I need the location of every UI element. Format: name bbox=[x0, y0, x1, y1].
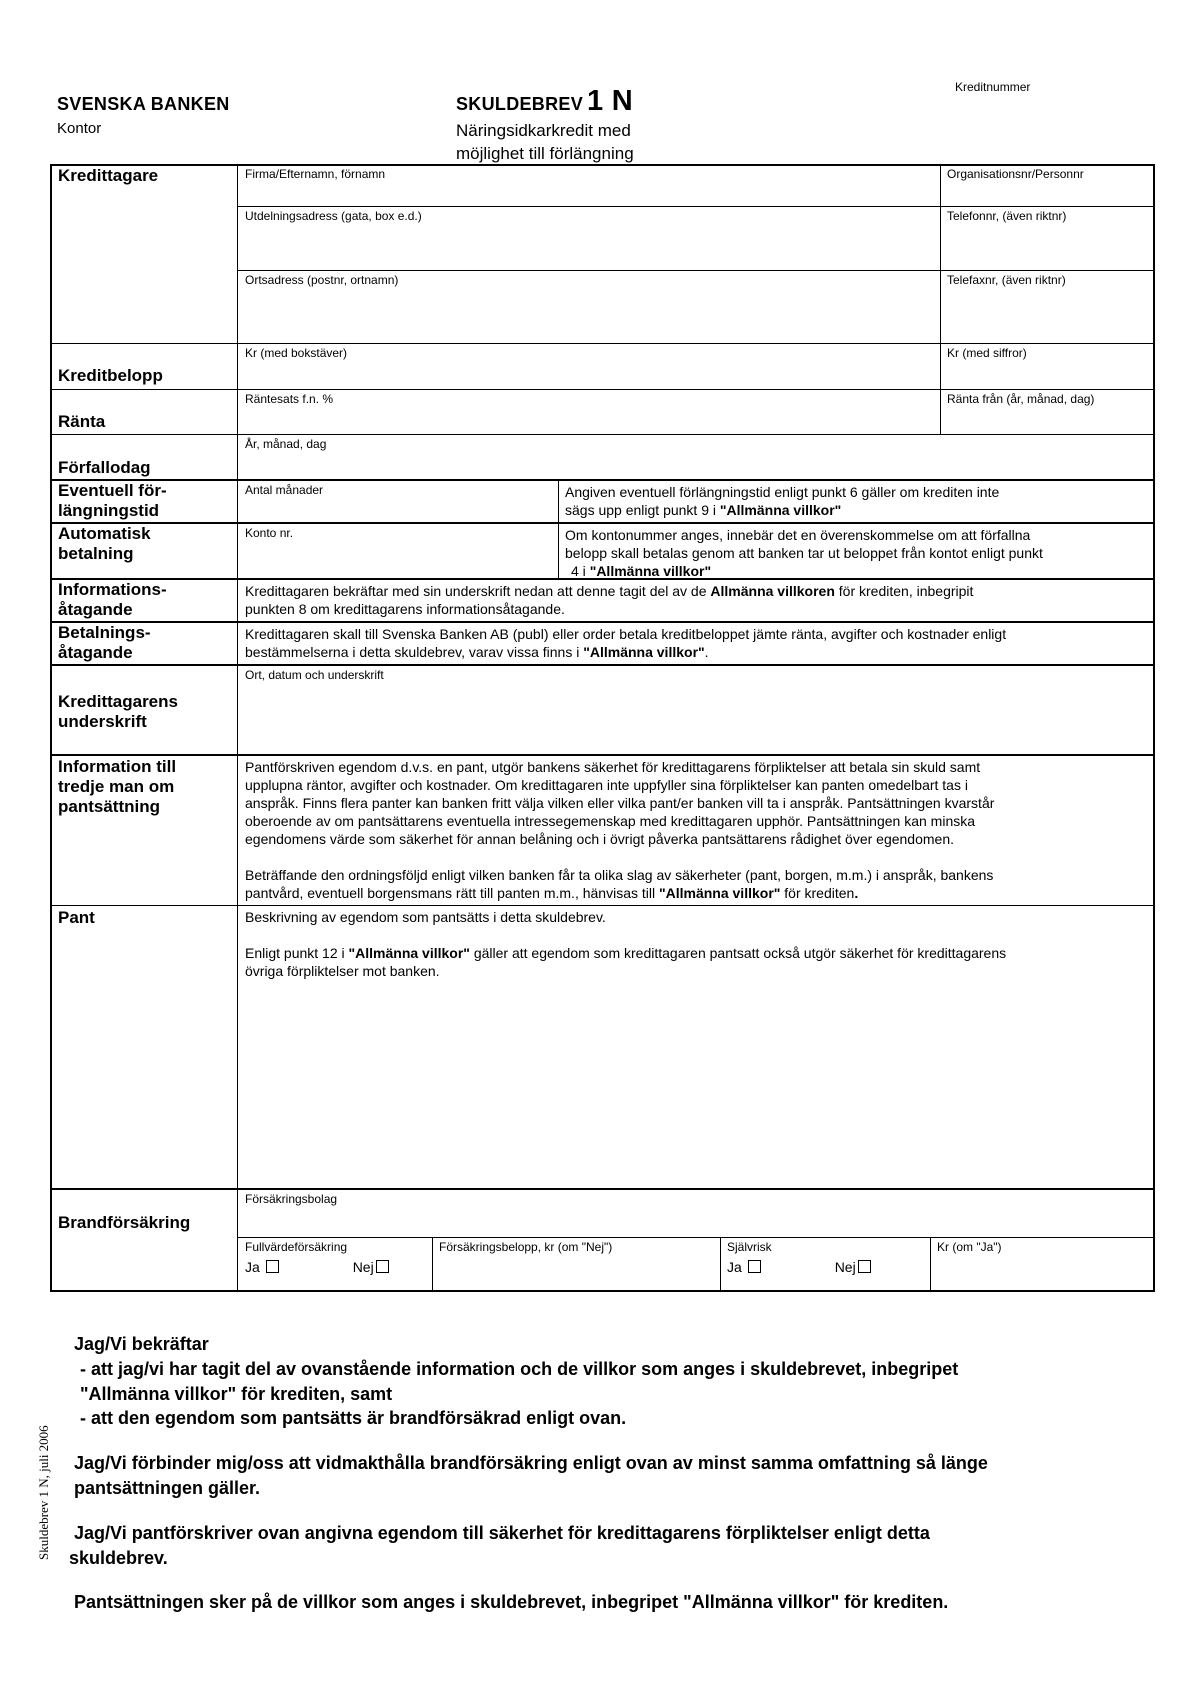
bank-name: SVENSKA BANKEN bbox=[57, 94, 230, 114]
yes-label: Ja bbox=[245, 1259, 260, 1275]
credit-number-label: Kreditnummer bbox=[955, 80, 1031, 94]
row-label-information bbox=[52, 580, 173, 620]
auto-payment-text bbox=[559, 524, 1153, 582]
signature-field[interactable]: Ort, datum och underskrift bbox=[245, 668, 384, 682]
row-label-line: underskrift bbox=[58, 712, 147, 731]
information-text-line bbox=[245, 582, 1147, 600]
row-label-kredittagare: Kredittagare bbox=[58, 166, 159, 185]
terms-reference: "Allmänna villkor" bbox=[658, 885, 781, 901]
row-label-line: betalning bbox=[58, 544, 134, 563]
yes-checkbox[interactable] bbox=[266, 1260, 279, 1273]
fax-field[interactable]: Telefaxnr, (även riktnr) bbox=[947, 273, 1066, 287]
name-field[interactable]: Firma/Efternamn, förnamn bbox=[245, 167, 386, 181]
terms-reference: "Allmänna villkor" bbox=[589, 563, 712, 579]
no-checkbox[interactable] bbox=[858, 1260, 871, 1273]
third-party-text bbox=[239, 756, 1153, 904]
amount-words-field[interactable]: Kr (med bokstäver) bbox=[245, 346, 348, 360]
row-label-line: Eventuell för- bbox=[58, 481, 167, 500]
row-label-forfallodag: Förfallodag bbox=[58, 458, 151, 477]
row-label-line: åtagande bbox=[58, 643, 133, 662]
row-label-ranta: Ränta bbox=[58, 412, 106, 431]
terms-reference: "Allmänna villkor" bbox=[719, 502, 842, 518]
third-party-text-line: Beträffande den ordningsföljd enligt vilken banken får ta olika slag av säkerheter (pant, borgen, m.m.) i anspråk, bankens bbox=[245, 867, 994, 883]
third-party-text-line: upplupna räntor, avgifter och kostnader. Om kredittagaren inte uppfyller sina förpliktelser kan panten omedelbart tas i bbox=[245, 777, 968, 793]
row-label-line: Information till bbox=[58, 757, 177, 776]
table-border bbox=[50, 1290, 1155, 1292]
deductible-options bbox=[727, 1257, 924, 1277]
interest-rate-field[interactable]: Räntesats f.n. % bbox=[245, 392, 334, 406]
column-divider bbox=[237, 164, 238, 1290]
auto-payment-text-line bbox=[565, 562, 1147, 580]
auto-payment-text-line: belopp skall betalas genom att banken tar ut beloppet från kontot enligt punkt bbox=[565, 545, 1043, 561]
no-checkbox[interactable] bbox=[376, 1260, 389, 1273]
text-span: bestämmelserna i detta skuldebrev, varav vissa finns i bbox=[245, 644, 584, 660]
collateral-text-line bbox=[245, 944, 1147, 962]
interest-from-field[interactable]: Ränta från (år, månad, dag) bbox=[947, 392, 1095, 406]
terms-reference: "Allmänna villkor" bbox=[348, 945, 470, 961]
text-span: för krediten bbox=[780, 885, 855, 901]
row-label-forlangning bbox=[52, 481, 173, 521]
full-value-label: Fullvärdeförsäkring bbox=[245, 1240, 348, 1254]
row-label-line: Informations- bbox=[58, 580, 167, 599]
third-party-text-line: Pantförskriven egendom d.v.s. en pant, utgör bankens säkerhet för kredittagarens förpliktelser att betala sin skuld samt bbox=[245, 759, 981, 775]
table-border bbox=[1153, 164, 1155, 1292]
declaration-paragraph: skuldebrev. bbox=[69, 1548, 168, 1568]
declaration-bullet: - att den egendom som pantsätts är brandförsäkrad enligt ovan. bbox=[80, 1408, 627, 1428]
no-label: Nej bbox=[352, 1259, 374, 1275]
row-label-brand: Brandförsäkring bbox=[58, 1213, 191, 1232]
text-span: . bbox=[854, 885, 859, 901]
no-label: Nej bbox=[834, 1259, 856, 1275]
city-field[interactable]: Ortsadress (postnr, ortnamn) bbox=[245, 273, 399, 287]
extension-text-line: Angiven eventuell förlängningstid enligt punkt 6 gäller om krediten inte bbox=[565, 484, 1000, 500]
extension-text bbox=[559, 481, 1153, 521]
row-label-kreditbelopp: Kreditbelopp bbox=[58, 366, 163, 385]
kr-if-yes-field[interactable]: Kr (om "Ja") bbox=[937, 1240, 1002, 1254]
phone-field[interactable]: Telefonnr, (även riktnr) bbox=[947, 209, 1067, 223]
document-subtitle bbox=[456, 119, 634, 165]
row-label-tredje-man bbox=[52, 757, 182, 817]
row-label-line: Kredittagarens bbox=[58, 692, 178, 711]
text-span: sägs upp enligt punkt 9 i bbox=[565, 502, 720, 518]
full-value-options bbox=[245, 1257, 426, 1277]
document-subtitle-line: Näringsidkarkredit med bbox=[456, 121, 631, 140]
orgnr-field[interactable]: Organisationsnr/Personnr bbox=[947, 167, 1084, 181]
deductible-label: Självrisk bbox=[727, 1240, 772, 1254]
declaration-paragraph: pantsättningen gäller. bbox=[74, 1478, 261, 1498]
document-title bbox=[456, 85, 633, 118]
row-label-line: Automatisk bbox=[58, 524, 151, 543]
document-number: 1 N bbox=[587, 85, 634, 117]
text-span: gäller att egendom som kredittagaren pantsatt också utgör säkerhet för kredittagarens bbox=[469, 945, 1007, 961]
auto-payment-text-line: Om kontonummer anges, innebär det en överenskommelse om att förfallna bbox=[565, 527, 1031, 543]
row-label-underskrift bbox=[52, 692, 184, 732]
document-subtitle-line: möjlighet till förlängning bbox=[456, 144, 634, 163]
insurance-amount-field[interactable]: Försäkringsbelopp, kr (om "Nej") bbox=[439, 1240, 613, 1254]
paragraph-gap bbox=[245, 848, 1147, 866]
text-span: . bbox=[704, 644, 709, 660]
row-label-line: Betalnings- bbox=[58, 623, 151, 642]
text-span: Kredittagaren bekräftar med sin underskrift nedan att denne tagit del av de bbox=[245, 583, 711, 599]
row-label-pant: Pant bbox=[58, 908, 95, 927]
account-number-field[interactable]: Konto nr. bbox=[245, 526, 294, 540]
extension-months-field[interactable]: Antal månader bbox=[245, 483, 324, 497]
declaration-paragraph: Jag/Vi pantförskriver ovan angivna egendom till säkerhet för kredittagarens förpliktelser enligt detta bbox=[74, 1523, 930, 1543]
information-text bbox=[239, 580, 1153, 620]
declaration-bullet: - att jag/vi har tagit del av ovanstående information och de villkor som anges i skuldebrevet, inbegripet bbox=[80, 1359, 959, 1379]
amount-digits-field[interactable]: Kr (med siffror) bbox=[947, 346, 1027, 360]
address-field[interactable]: Utdelningsadress (gata, box e.d.) bbox=[245, 209, 422, 223]
declaration-bullet: "Allmänna villkor" för krediten, samt bbox=[80, 1384, 393, 1404]
payment-text-line: Kredittagaren skall till Svenska Banken AB (publ) eller order betala kreditbeloppet jämte ränta, avgifter och kostnader enligt bbox=[245, 626, 1007, 642]
third-party-text-line: egendomens värde som säkerhet för annan belåning och i övrigt påverka pantsättarens rådighet över egendomen. bbox=[245, 831, 955, 847]
declaration-intro: Jag/Vi bekräftar bbox=[74, 1334, 209, 1354]
insurer-field[interactable]: Försäkringsbolag bbox=[245, 1192, 338, 1206]
payment-text-line bbox=[245, 643, 1147, 661]
office-label: Kontor bbox=[57, 120, 102, 137]
terms-reference: Allmänna villkoren bbox=[710, 583, 835, 599]
text-span: 4 i bbox=[571, 563, 590, 579]
yes-label: Ja bbox=[727, 1259, 742, 1275]
yes-checkbox[interactable] bbox=[748, 1260, 761, 1273]
row-label-line: pantsättning bbox=[58, 797, 160, 816]
row-label-automatisk bbox=[52, 524, 157, 564]
third-party-text-line: oberoende av om pantsättarens eventuella intressegemenskap med kredittagaren upphör. Pantsättningen kan minska bbox=[245, 813, 976, 829]
text-span: pantvård, eventuell borgensmans rätt till panten m.m., hänvisas till bbox=[245, 885, 659, 901]
collateral-description-field[interactable] bbox=[239, 906, 1153, 1188]
extension-text-line bbox=[565, 501, 1147, 519]
third-party-text-line: anspråk. Finns flera panter kan banken fritt välja vilken eller vilka pant/er banken vill ta i anspråk. Pantsättningen kvarstår bbox=[245, 795, 995, 811]
row-label-betalning bbox=[52, 623, 157, 663]
declaration-paragraph: Pantsättningen sker på de villkor som anges i skuldebrevet, inbegripet "Allmänna villkor" för krediten. bbox=[74, 1592, 949, 1612]
text-span: för krediten, inbegripit bbox=[834, 583, 974, 599]
side-note-text: Skuldebrev 1 N, juli 2006 bbox=[36, 1425, 51, 1560]
full-value-insurance-cell bbox=[239, 1238, 432, 1290]
deductible-cell bbox=[721, 1238, 930, 1290]
text-span: Enligt punkt 12 i bbox=[245, 945, 349, 961]
document-title-text: SKULDEBREV bbox=[456, 94, 584, 114]
row-label-line: längningstid bbox=[58, 501, 160, 520]
row-label-line: tredje man om bbox=[58, 777, 175, 796]
collateral-text-line: övriga förpliktelser mot banken. bbox=[245, 963, 440, 979]
terms-reference: "Allmänna villkor" bbox=[583, 644, 705, 660]
paragraph-gap bbox=[245, 926, 1147, 944]
row-label-line: åtagande bbox=[58, 600, 133, 619]
payment-text bbox=[239, 623, 1153, 663]
third-party-text-line bbox=[245, 884, 1147, 902]
declaration-paragraph: Jag/Vi förbinder mig/oss att vidmakthålla brandförsäkring enligt ovan av minst samma omfattning så länge bbox=[74, 1453, 988, 1473]
due-date-field[interactable]: År, månad, dag bbox=[245, 437, 327, 451]
information-text-line: punkten 8 om kredittagarens informationsåtagande. bbox=[245, 601, 565, 617]
collateral-text-line: Beskrivning av egendom som pantsätts i detta skuldebrev. bbox=[245, 909, 606, 925]
